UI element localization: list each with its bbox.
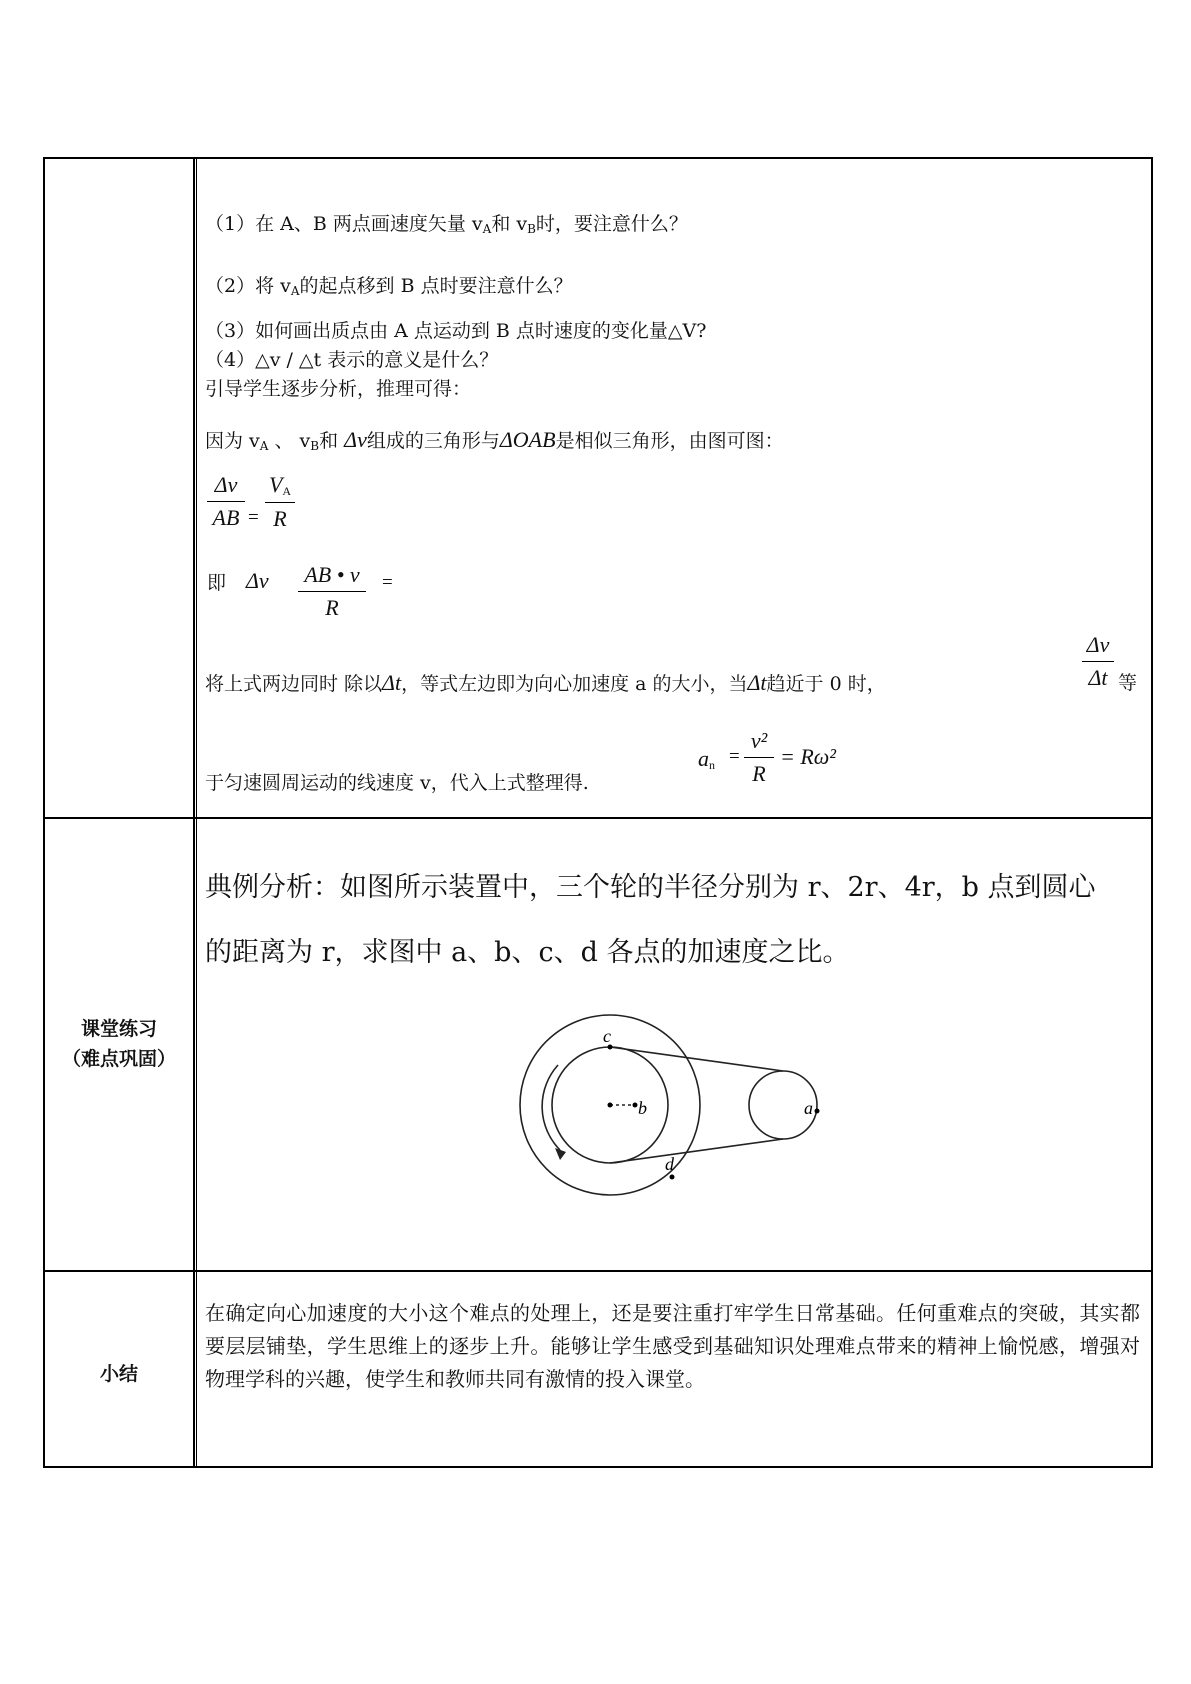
point-b <box>633 1103 638 1108</box>
divide-line: 将上式两边同时 除以Δt，等式左边即为向心加速度 a 的大小，当Δt趋近于 0 时， <box>205 670 886 695</box>
equals-sign: = <box>248 507 259 528</box>
because-line: 因为 $v_A$ 、 $v_B$和 Δv组成的三角形与ΔOAB是相似三角形，由图可图： <box>205 427 784 453</box>
question-3: （3）如何画出质点由 A 点运动到 B 点时速度的变化量△V? <box>205 320 707 342</box>
ji-label: 即 <box>207 572 227 594</box>
formula-an: $a_n$ <box>698 746 715 772</box>
label-c: c <box>603 1026 611 1046</box>
row-divider-2 <box>45 1270 1151 1272</box>
formula-rhs: = Rω² <box>780 744 836 769</box>
belt-bottom <box>610 1139 783 1163</box>
fraction-dv-ab: Δv AB <box>207 472 245 531</box>
ji-dv: Δv <box>246 568 269 593</box>
row-label-practice: 课堂练习 （难点巩固） <box>61 1018 176 1070</box>
point-a <box>815 1109 820 1114</box>
fraction-dv-dt: Δv Δt <box>1082 632 1114 691</box>
fraction-abv-r: AB • v R <box>298 562 366 621</box>
summary-text: 在确定向心加速度的大小这个难点的处理上，还是要注重打牢学生日常基础。任何重难点的突破，其实都要层层铺垫，学生思维上的逐步上升。能够让学生感受到基础知识处理难点带来的精神上愉悦感，增强对物理学科的兴趣，使学生和教师共同有激情的投入课堂。 <box>205 1301 1140 1391</box>
last-line: 于匀速圆周运动的线速度 v，代入上式整理得. <box>205 772 589 794</box>
point-d <box>670 1175 675 1180</box>
equals-sign-2: = <box>382 572 393 593</box>
center-point <box>608 1103 613 1108</box>
label-d: d <box>665 1154 674 1174</box>
label-b: b <box>638 1098 647 1118</box>
question-2: （2）将 $v_A$的起点移到 B 点时要注意什么？ <box>205 275 573 298</box>
wheel-figure <box>510 1010 820 1210</box>
example-line-1: 典例分析：如图所示装置中，三个轮的半径分别为 r、2r、4r，b 点到圆心 <box>205 872 1096 903</box>
example-line-2: 的距离为 r，求图中 a、b、c、d 各点的加速度之比。 <box>205 937 850 968</box>
row-divider-1 <box>45 817 1151 819</box>
belt-top <box>610 1047 783 1071</box>
fraction-v2-r: v² R <box>744 728 774 787</box>
arrow-head <box>555 1148 566 1160</box>
question-4: （4）△v / △t 表示的意义是什么？ <box>205 349 499 371</box>
rotation-arrow <box>542 1065 560 1150</box>
question-1: （1）在 A、B 两点画速度矢量 $v_A$和 $v_B$时，要注意什么？ <box>205 213 688 236</box>
label-a: a <box>804 1098 813 1118</box>
fraction-va-r: $V_A$ R <box>265 472 295 532</box>
row-label-summary: 小结 <box>99 1363 138 1385</box>
formula-eq: = <box>729 746 740 767</box>
deng-char: 等 <box>1118 672 1138 694</box>
guide-text: 引导学生逐步分析，推理可得： <box>205 378 472 400</box>
